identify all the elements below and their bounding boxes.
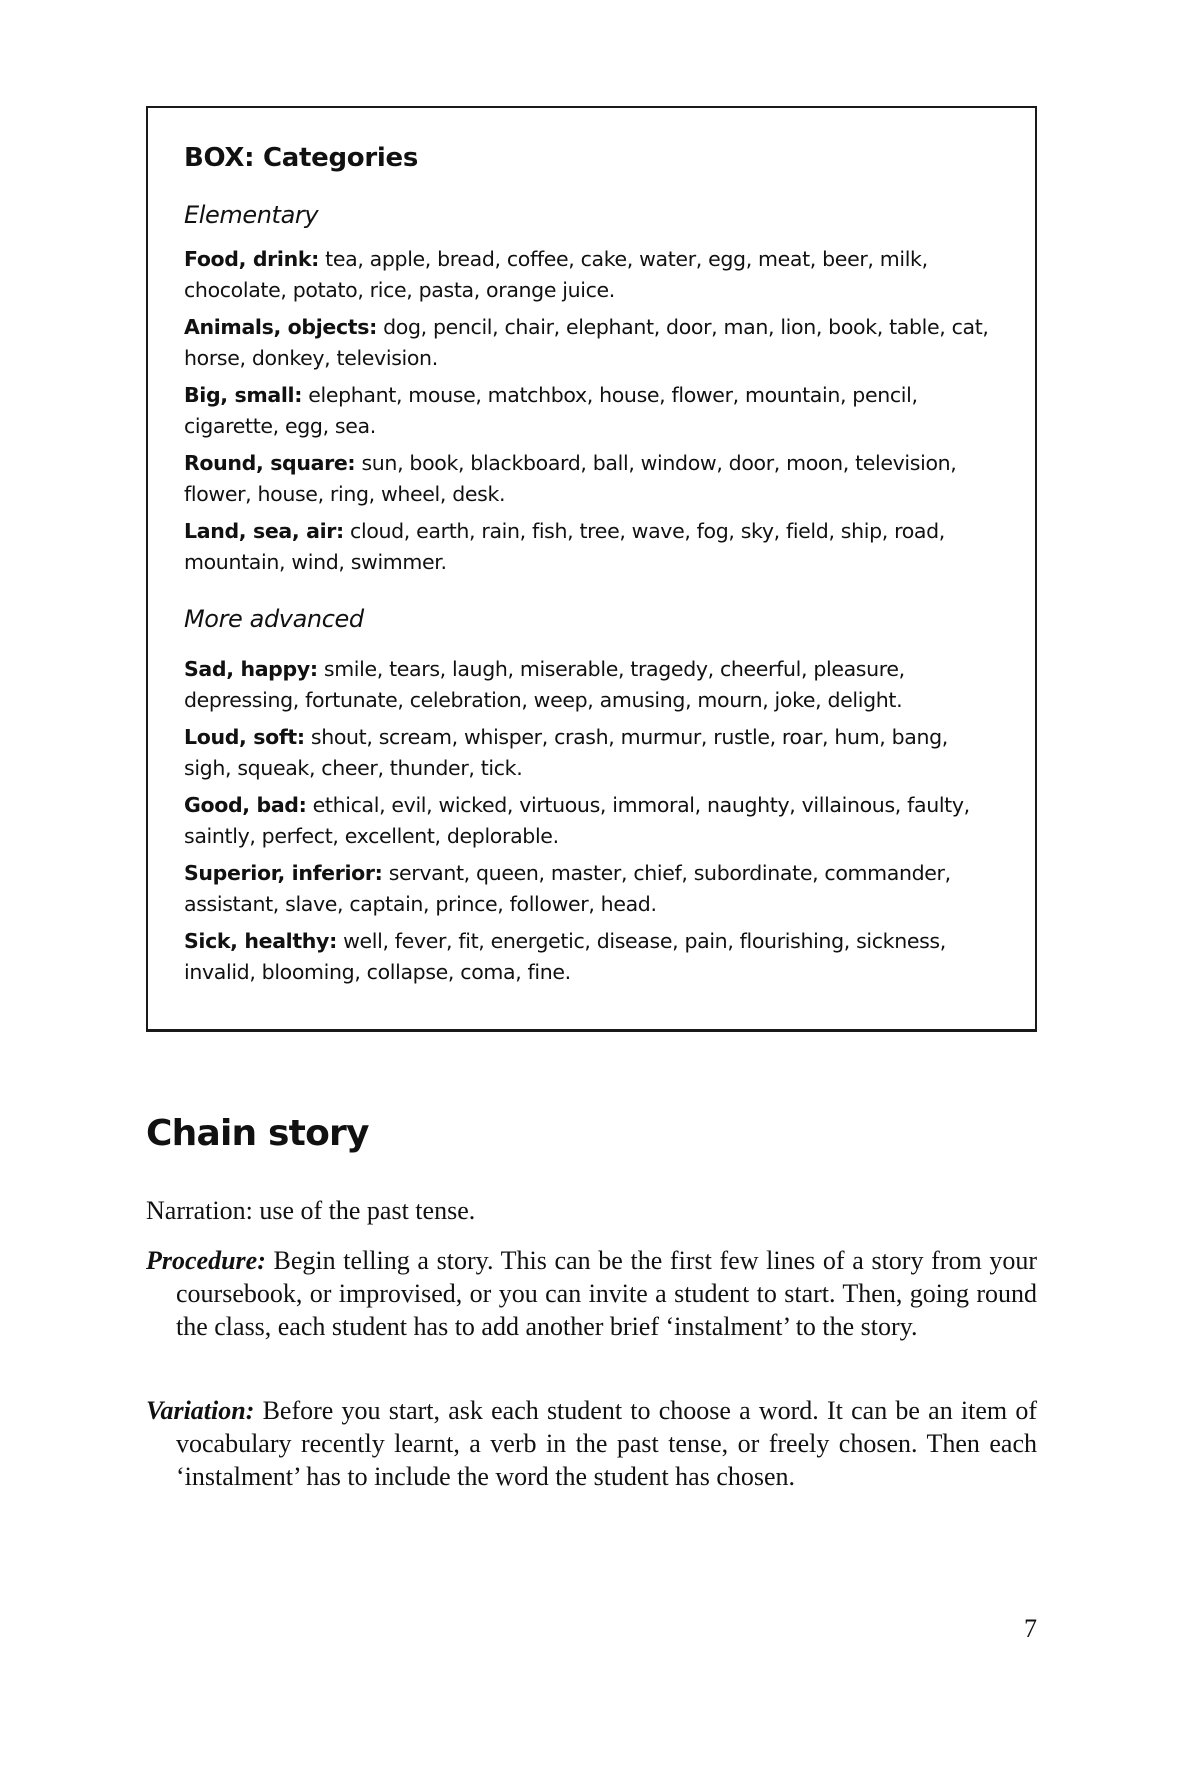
variation-paragraph [146,1394,1037,1493]
category-words: cloud, earth, rain, fish, tree, wave, fog, sky, field, ship, road, mountain, wind, swimmer. [184,519,945,574]
category-words: shout, scream, whisper, crash, murmur, rustle, roar, hum, bang, sigh, squeak, cheer, thunder, tick. [184,725,948,780]
category-label: Land, sea, air: [184,519,344,543]
category-label: Superior, inferior: [184,861,383,885]
category-words: ethical, evil, wicked, virtuous, immoral, naughty, villainous, faulty, saintly, perfect, excellent, deplorable. [184,793,970,848]
category-words: dog, pencil, chair, elephant, door, man, lion, book, table, cat, horse, donkey, television. [184,315,989,370]
category-label: Food, drink: [184,247,319,271]
section-intro: Narration: use of the past tense. [146,1196,476,1225]
category-entry [184,654,1001,716]
variation-text: Before you start, ask each student to choose a word. It can be an item of vocabulary recently learnt, a verb in the past tense, or freely chosen. Then each ‘instalment’ has to include the word the student has chosen. [176,1396,1037,1491]
category-words: elephant, mouse, matchbox, house, flower, mountain, pencil, cigarette, egg, sea. [184,383,918,438]
variation-label: Variation: [146,1396,255,1425]
category-label: Big, small: [184,383,303,407]
category-words: smile, tears, laugh, miserable, tragedy, cheerful, pleasure, depressing, fortunate, celebration, weep, amusing, mourn, joke, delight. [184,657,905,712]
category-label: Good, bad: [184,793,307,817]
category-words: well, fever, fit, energetic, disease, pain, flourishing, sickness, invalid, blooming, collapse, coma, fine. [184,929,946,984]
category-entry [184,858,1001,920]
category-label: Round, square: [184,451,356,475]
category-label: Loud, soft: [184,725,305,749]
box-title: BOX: Categories [184,143,418,173]
category-label: Sad, happy: [184,657,318,681]
category-label: Animals, objects: [184,315,377,339]
category-entry [184,722,1001,784]
category-entry [184,926,1001,988]
procedure-label: Procedure: [146,1246,266,1275]
category-words: tea, apple, bread, coffee, cake, water, egg, meat, beer, milk, chocolate, potato, rice, pasta, orange juice. [184,247,928,302]
category-entry [184,448,1001,510]
category-words: servant, queen, master, chief, subordinate, commander, assistant, slave, captain, prince, follower, head. [184,861,951,916]
procedure-text: Begin telling a story. This can be the first few lines of a story from your coursebook, or improvised, or you can invite a student to start. Then, going round the class, each student has to add another brief ‘instalment’ to the story. [176,1246,1037,1341]
category-entry [184,312,1001,374]
category-words: sun, book, blackboard, ball, window, door, moon, television, flower, house, ring, wheel, desk. [184,451,957,506]
category-entry [184,244,1001,306]
section-title: Chain story [146,1113,369,1154]
category-entry [184,516,1001,578]
category-entry [184,380,1001,442]
level-heading-more-advanced: More advanced [184,605,364,633]
level-heading-elementary: Elementary [184,201,319,229]
page-number: 7 [1024,1614,1037,1643]
category-label: Sick, healthy: [184,929,337,953]
categories-box [146,106,1037,1032]
category-entry [184,790,1001,852]
procedure-paragraph [146,1244,1037,1343]
